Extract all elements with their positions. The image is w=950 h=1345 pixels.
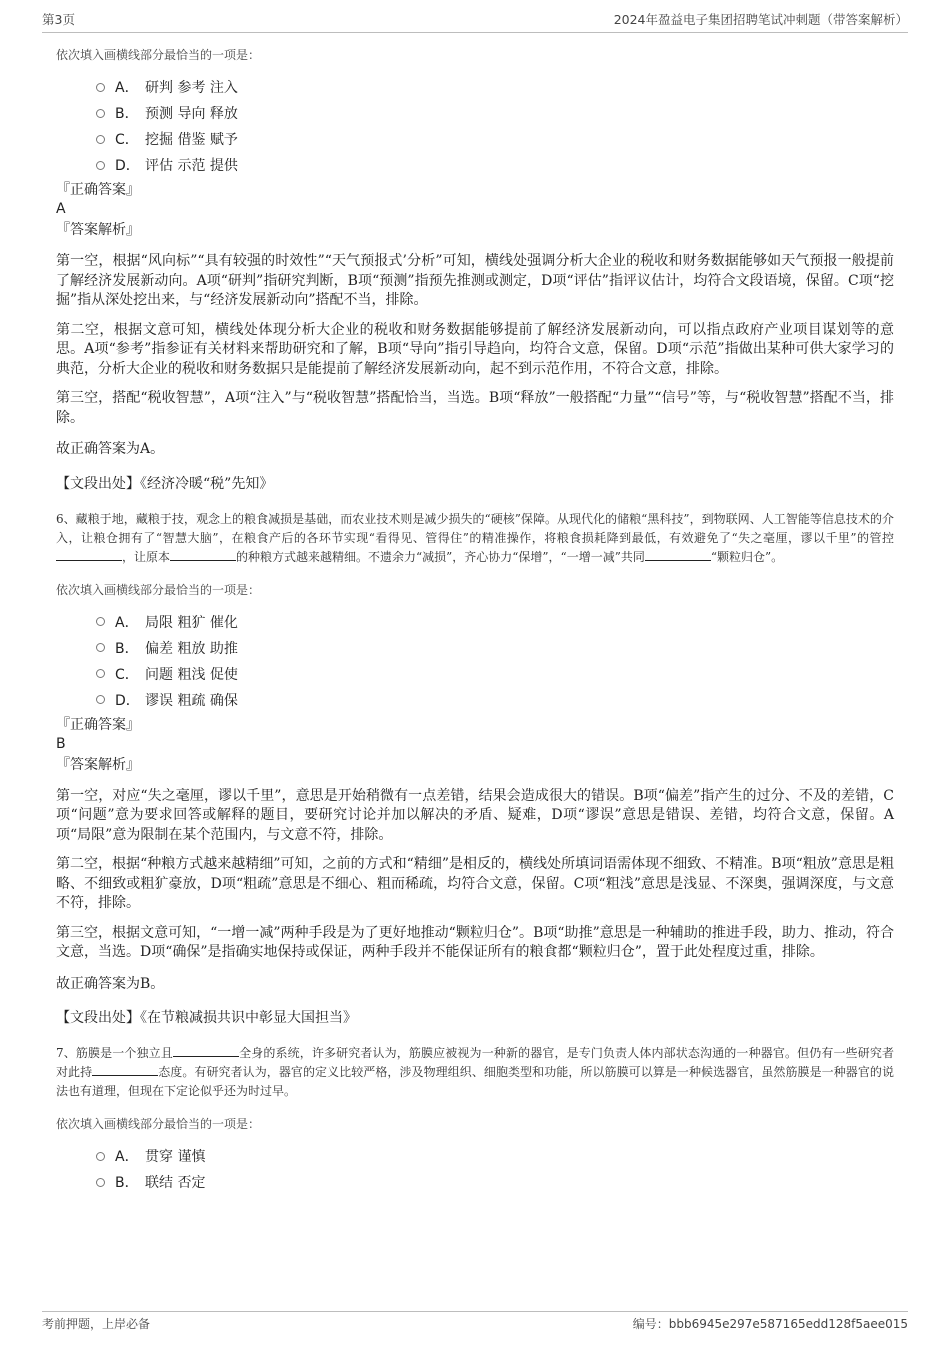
q6-prompt: 依次填入画横线部分最恰当的一项是： — [56, 582, 261, 597]
option-letter: A． — [115, 614, 139, 631]
q6-options — [96, 609, 894, 713]
q5-prompt: 依次填入画横线部分最恰当的一项是： — [56, 48, 261, 62]
q7-option-b[interactable] — [96, 1169, 894, 1195]
q6-stem-text-3: 的种粮方式越来越精细。不遗余力“减损”，齐心协力“保增”，“一增一减”共同 — [236, 549, 645, 564]
radio-icon[interactable] — [96, 617, 105, 626]
page-header — [42, 10, 908, 33]
option-letter: C． — [115, 132, 139, 148]
q6-option-d[interactable] — [96, 687, 894, 713]
q6-answer: B — [56, 735, 66, 752]
option-letter: B． — [115, 106, 139, 122]
radio-icon[interactable] — [96, 669, 105, 678]
option-text: 谬误 粗疏 确保 — [145, 692, 238, 709]
radio-icon[interactable] — [96, 109, 105, 118]
footer-slogan: 考前押题，上岸必备 — [42, 1317, 151, 1331]
q6-option-b[interactable] — [96, 635, 894, 661]
radio-icon[interactable] — [96, 135, 105, 144]
option-letter: B． — [115, 640, 139, 657]
radio-icon[interactable] — [96, 1152, 105, 1161]
radio-icon[interactable] — [96, 161, 105, 170]
option-text: 预测 导向 释放 — [145, 106, 238, 122]
q7-options — [96, 1143, 894, 1195]
option-text: 研判 参考 注入 — [145, 80, 238, 96]
page-number: 第3页 — [42, 12, 75, 27]
q6-source: 【文段出处】《在节粮减损共识中彰显大国担当》 — [56, 1010, 357, 1026]
q7-stem-text-2: 全身的系统，许多研究者认为，筋膜应被视为一种新的器官，是专门负责人体内部状态沟通的一种器官。但仍有一些研究者对此持 — [56, 1046, 894, 1079]
q5-source: 【文段出处】《经济冷暖“税”先知》 — [56, 475, 274, 492]
fill-blank — [645, 549, 711, 561]
document-code: 编号：bbb6945e297e587165edd128f5aee015 — [632, 1317, 908, 1331]
q6-answer-label: 『正确答案』 — [56, 716, 140, 733]
q5-analysis-paragraph-1: 第一空，根据“风向标”“具有较强的时效性”“天气预报式’分析”可知，横线处强调分析大企业的税收和财务数据能够如天气预报一般提前了解经济发展新动向。A项“研判”指研究判断，B项“预测”指预先推测或测定，D项“评估”指评议估计，均符合文段语境，保留。C项“挖掘”指从深处挖出来，与“经济发展新动向”搭配不当，排除。 — [56, 253, 894, 308]
q5-analysis-paragraph-2: 第二空，根据文意可知，横线处体现分析大企业的税收和财务数据能够提前了解经济发展新动向，可以指点政府产业项目谋划等的意思。A项“参考”指参证有关材料来帮助研究和了解，B项“导向”指引导趋向，均符合文意，保留。D项“示范”指做出某种可供大家学习的典范，分析大企业的税收和财务数据只是能提前了解经济发展新动向，起不到示范作用，不符合文意，排除。 — [56, 321, 894, 377]
radio-icon[interactable] — [96, 643, 105, 652]
option-text: 偏差 粗放 助推 — [145, 640, 238, 657]
document-title: 2024年盈益电子集团招聘笔试冲刺题（带答案解析） — [613, 12, 908, 27]
q7-stem — [56, 1044, 894, 1101]
q6-option-a[interactable] — [96, 609, 894, 635]
option-text: 联结 否定 — [145, 1175, 206, 1191]
page-footer — [42, 1311, 908, 1337]
q7-stem-text-1: 7、筋膜是一个独立且 — [56, 1046, 173, 1060]
fill-blank — [92, 1064, 158, 1076]
q6-stem — [56, 510, 894, 567]
q5-option-d[interactable] — [96, 152, 894, 178]
q5-answer-label: 『正确答案』 — [56, 182, 140, 198]
q5-analysis-paragraph-3: 第三空，搭配“税收智慧”，A项“注入”与“税收智慧”搭配恰当，当选。B项“释放”一般搭配“力量”“信号”等，与“税收智慧”搭配不当，排除。 — [56, 390, 894, 426]
q6-analysis-paragraph-2: 第二空，根据“种粮方式越来越精细”可知，之前的方式和“精细”是相反的，横线处所填词语需体现不细致、不精准。B项“粗放”意思是粗略、不细致或粗犷豪放，D项“粗疏”意思是不细心、粗而稀疏，均符合文意，保留。C项“粗浅”意思是浅显、不深奥，强调深度，与文意不符，排除。 — [56, 856, 894, 911]
q5-options — [96, 74, 894, 178]
q6-option-c[interactable] — [96, 661, 894, 687]
fill-blank — [173, 1045, 239, 1057]
q6-stem-text-2: ，让原本 — [122, 549, 171, 564]
option-text: 评估 示范 提供 — [145, 158, 238, 174]
fill-blank — [170, 549, 236, 561]
q5-option-c[interactable] — [96, 126, 894, 152]
option-letter: D． — [115, 158, 140, 174]
q6-analysis-paragraph-3: 第三空，根据文意可知，“一增一减”两种手段是为了更好地推动“颗粒归仓”。B项“助推”意思是一种辅助的推进手段，助力、推动，符合文意，当选。D项“确保”是指确实地保持或保证，两种手段并不能保证所有的粮食都“颗粒归仓”，置于此处程度过重，排除。 — [56, 924, 894, 960]
q5-answer: A — [56, 201, 66, 217]
option-text: 问题 粗浅 促使 — [145, 666, 238, 683]
option-text: 贯穿 谨慎 — [145, 1149, 206, 1165]
main-content — [56, 46, 894, 1195]
option-letter: A． — [115, 1149, 139, 1165]
q7-prompt: 依次填入画横线部分最恰当的一项是： — [56, 1117, 261, 1131]
radio-icon[interactable] — [96, 1178, 105, 1187]
q7-option-a[interactable] — [96, 1143, 894, 1169]
option-letter: A． — [115, 80, 139, 96]
q6-stem-text-1: 6、藏粮于地，藏粮于技，观念上的粮食减损是基础，而农业技术则是减少损失的“硬核”保障。从现代化的储粮“黑科技”，到物联网、人工智能等信息技术的介入，让粮仓拥有了“智慧大脑”，在粮食产后的各环节实现“看得见、管得住”的精准操作，将粮食损耗降到最低，有效避免了“失之毫厘，谬以千里”的管控 — [56, 511, 894, 545]
q6-analysis-paragraph-1: 第一空，对应“失之毫厘，谬以千里”，意思是开始稍微有一点差错，结果会造成很大的错误。B项“偏差”指产生的过分、不及的差错，C项“问题”意为要求回答或解释的题目，要研究讨论并加以解决的矛盾、疑难，D项“谬误”意思是错误、差错，均符合文意，保留。A项“局限”意为限制在某个范围内，与文意不符，排除。 — [56, 787, 894, 843]
radio-icon[interactable] — [96, 83, 105, 92]
option-letter: D． — [115, 692, 140, 709]
q5-conclusion: 故正确答案为A。 — [56, 441, 165, 457]
option-letter: C． — [115, 666, 139, 683]
q7-stem-text-3: 态度。有研究者认为，器官的定义比较严格，涉及物理组织、细胞类型和功能，所以筋膜可以算是一种候选器官，虽然筋膜是一种器官的说法也有道理，但现在下定论似乎还为时过早。 — [56, 1065, 894, 1098]
option-letter: B． — [115, 1175, 139, 1191]
option-text: 局限 粗犷 催化 — [145, 614, 238, 631]
q6-conclusion: 故正确答案为B。 — [56, 975, 165, 992]
q6-analysis-label: 『答案解析』 — [56, 756, 140, 773]
q5-option-b[interactable] — [96, 100, 894, 126]
option-text: 挖掘 借鉴 赋予 — [145, 132, 238, 148]
radio-icon[interactable] — [96, 695, 105, 704]
fill-blank — [56, 549, 122, 561]
q5-analysis-label: 『答案解析』 — [56, 222, 140, 238]
q6-stem-text-4: “颗粒归仓”。 — [710, 549, 784, 564]
q5-option-a[interactable] — [96, 74, 894, 100]
